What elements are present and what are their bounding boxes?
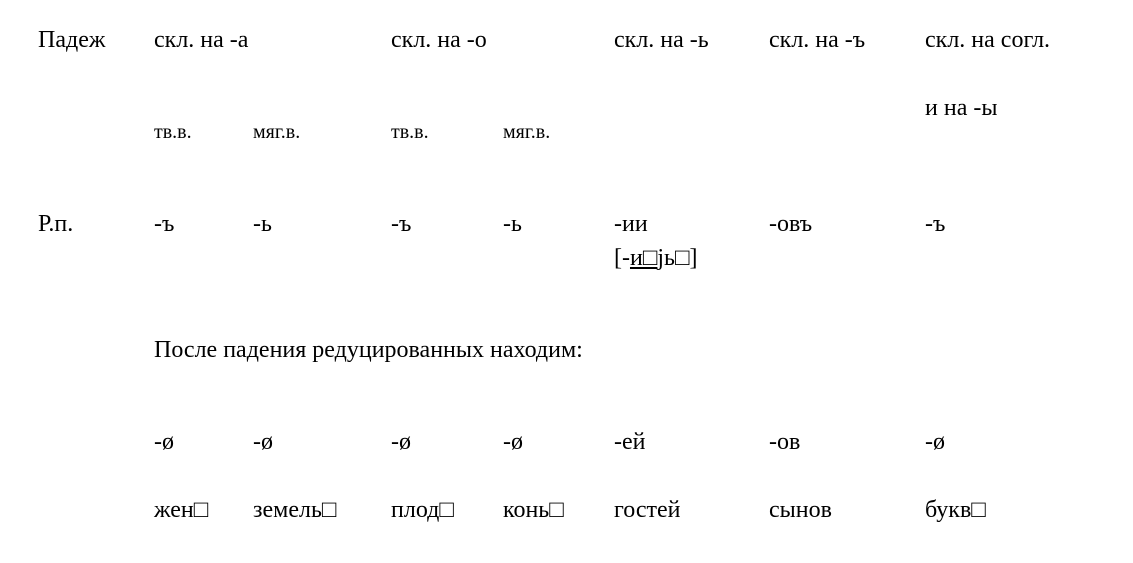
subheader-a-soft: мяг.в. xyxy=(253,121,301,143)
genitive-cell: -овъ xyxy=(769,211,813,237)
ending-cell: -ø xyxy=(925,429,945,455)
ending-cell: -ø xyxy=(253,429,273,455)
subheader-a-hard: тв.в. xyxy=(154,121,192,143)
genitive-cell: -ъ xyxy=(391,211,412,237)
example-word: конь□ xyxy=(503,497,564,523)
ending-cell: -ø xyxy=(391,429,411,455)
case-header: Падеж xyxy=(38,27,106,53)
example-word: гостей xyxy=(614,497,681,523)
reduced-vowels-note: После падения редуцированных находим: xyxy=(154,337,583,363)
genitive-cell: -ь xyxy=(253,211,272,237)
genitive-cell: -ии xyxy=(614,211,648,237)
transcription-prefix: [- xyxy=(614,245,630,271)
example-word: сынов xyxy=(769,497,832,523)
declension-consonant-header-line2: и на -ы xyxy=(925,95,998,121)
ending-cell: -ов xyxy=(769,429,801,455)
declension-soft-sign-header: скл. на -ь xyxy=(614,27,709,53)
subheader-o-hard: тв.в. xyxy=(391,121,429,143)
ending-cell: -ø xyxy=(154,429,174,455)
transcription-underlined: и□ xyxy=(629,245,658,271)
genitive-cell: -ь xyxy=(503,211,522,237)
example-word: букв□ xyxy=(925,497,986,523)
subheader-o-soft: мяг.в. xyxy=(503,121,551,143)
declension-a-header: скл. на -а xyxy=(154,27,249,53)
ending-cell: -ø xyxy=(503,429,523,455)
declension-o-header: скл. на -о xyxy=(391,27,487,53)
genitive-ii-transcription xyxy=(614,246,697,270)
declension-hard-sign-header: скл. на -ъ xyxy=(769,27,866,53)
example-word: жен□ xyxy=(154,497,209,523)
genitive-row-label: Р.п. xyxy=(38,211,74,237)
genitive-cell: -ъ xyxy=(925,211,946,237)
declension-consonant-header: скл. на согл. xyxy=(925,27,1051,53)
genitive-cell: -ъ xyxy=(154,211,175,237)
example-word: земель□ xyxy=(253,497,337,523)
ending-cell: -ей xyxy=(614,429,646,455)
transcription-suffix: jь□] xyxy=(657,245,698,271)
example-word: плод□ xyxy=(391,497,454,523)
